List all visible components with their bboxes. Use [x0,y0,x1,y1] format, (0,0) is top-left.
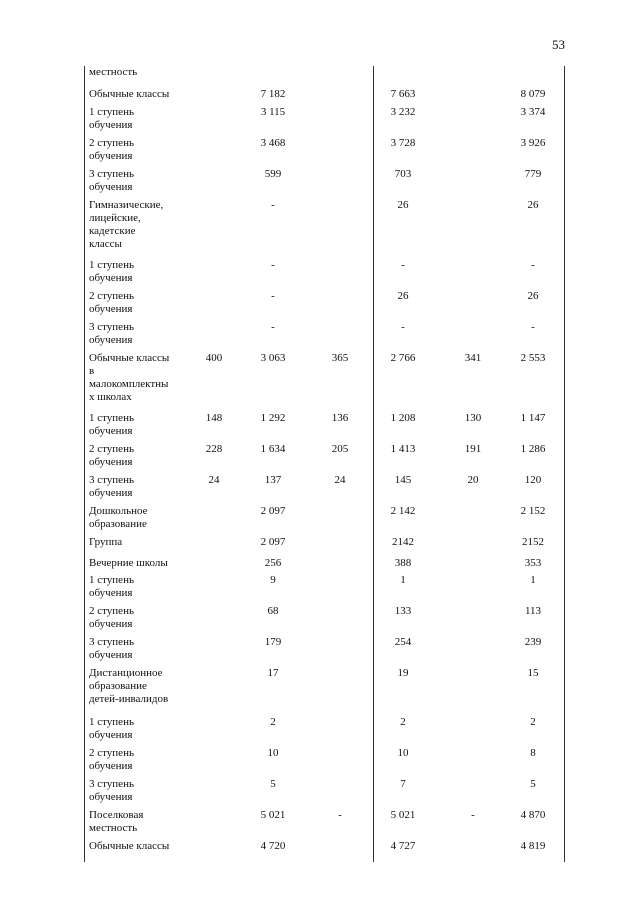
row-label-line: 2 ступень [89,137,134,149]
row-label [89,605,197,631]
cell-value: 388 [394,557,412,569]
cell-value: 24 [208,474,220,486]
cell-value: - [338,809,342,821]
row-label-line: местность [89,822,138,834]
cell-value: 703 [394,168,412,180]
cell-value: 3 232 [390,106,416,118]
cell-value: 5 021 [390,809,416,821]
cell-value: 7 [400,778,406,790]
row-label-line: 3 ступень [89,168,134,180]
cell-value: 365 [331,352,349,364]
row-label-line: 1 ступень [89,412,134,424]
cell-value: 5 [270,778,276,790]
cell-value: 1 [400,574,406,586]
cell-value: 4 819 [520,840,546,852]
row-label-line: Обычные классы [89,352,170,364]
row-label-line: 2 ступень [89,605,134,617]
cell-value: 17 [267,667,279,679]
row-label-line: обучения [89,425,133,437]
page-number: 53 [552,37,565,52]
cell-value: 191 [464,443,482,455]
cell-value: - [401,259,405,271]
row-label [89,290,197,316]
row-label [89,474,197,500]
cell-value: 1 [530,574,536,586]
cell-value: - [271,259,275,271]
row-label-line: обучения [89,729,133,741]
cell-value: 148 [205,412,223,424]
row-label [89,199,197,251]
row-label-line: обучения [89,334,133,346]
row-label-line: Дошкольное [89,505,148,517]
cell-value: 8 079 [520,88,546,100]
row-label [89,536,197,549]
table-left-border [84,66,85,862]
cell-value: 1 208 [390,412,416,424]
cell-value: - [401,321,405,333]
row-label-line: образование [89,518,147,530]
row-label-line: обучения [89,119,133,131]
cell-value: 2152 [522,536,544,548]
cell-value: 1 413 [390,443,416,455]
row-label [89,443,197,469]
row-label [89,352,197,404]
row-label [89,66,197,79]
cell-value: 4 870 [520,809,546,821]
cell-value: 2 766 [390,352,416,364]
row-label [89,88,197,101]
cell-value: 133 [394,605,412,617]
row-label [89,321,197,347]
row-label-line: 3 ступень [89,636,134,648]
cell-value: 3 926 [520,137,546,149]
cell-value: 4 720 [260,840,286,852]
row-label-line: 2 ступень [89,747,134,759]
cell-value: 4 727 [390,840,416,852]
row-label-line: Вечерние школы [89,557,168,569]
cell-value: 2 [400,716,406,728]
cell-value: 7 663 [390,88,416,100]
cell-value: 26 [397,199,409,211]
cell-value: 2 [530,716,536,728]
row-label [89,667,197,706]
cell-value: 1 147 [520,412,546,424]
row-label-line: лицейские, [89,212,141,224]
row-label-line: в [89,365,95,377]
column-divider [373,66,374,862]
row-label-line: Обычные классы [89,840,170,852]
row-label-line: 1 ступень [89,574,134,586]
cell-value: 2 097 [260,536,286,548]
row-label [89,840,197,853]
cell-value: 254 [394,636,412,648]
row-label [89,505,197,531]
row-label [89,412,197,438]
table-right-border [564,66,565,862]
row-label-line: обучения [89,150,133,162]
cell-value: 137 [264,474,282,486]
cell-value: 10 [397,747,409,759]
cell-value: 239 [524,636,542,648]
row-label-line: местность [89,66,138,78]
row-label [89,778,197,804]
row-label-line: 3 ступень [89,321,134,333]
cell-value: - [271,290,275,302]
cell-value: 3 063 [260,352,286,364]
row-label-line: 1 ступень [89,716,134,728]
row-label-line: Обычные классы [89,88,170,100]
row-label-line: кадетские [89,225,136,237]
cell-value: 779 [524,168,542,180]
row-label [89,636,197,662]
cell-value: 2 097 [260,505,286,517]
row-label-line: 2 ступень [89,290,134,302]
cell-value: - [471,809,475,821]
cell-value: 26 [527,290,539,302]
cell-value: 145 [394,474,412,486]
row-label [89,574,197,600]
row-label-line: обучения [89,791,133,803]
row-label-line: обучения [89,587,133,599]
row-label-line: обучения [89,760,133,772]
row-label [89,809,197,835]
row-label-line: обучения [89,181,133,193]
row-label-line: 2 ступень [89,443,134,455]
cell-value: 5 021 [260,809,286,821]
cell-value: 2 142 [390,505,416,517]
cell-value: 113 [524,605,542,617]
row-label-line: обучения [89,303,133,315]
cell-value: 599 [264,168,282,180]
row-label-line: классы [89,238,122,250]
cell-value: 2 553 [520,352,546,364]
row-label [89,259,197,285]
cell-value: 205 [331,443,349,455]
cell-value: - [271,321,275,333]
cell-value: 2142 [392,536,414,548]
row-label [89,137,197,163]
cell-value: 3 728 [390,137,416,149]
row-label-line: обучения [89,649,133,661]
row-label [89,716,197,742]
cell-value: 341 [464,352,482,364]
row-label [89,106,197,132]
row-label-line: 1 ступень [89,259,134,271]
cell-value: 15 [527,667,539,679]
cell-value: - [531,321,535,333]
cell-value: 2 152 [520,505,546,517]
row-label-line: обучения [89,618,133,630]
cell-value: 24 [334,474,346,486]
cell-value: 3 468 [260,137,286,149]
row-label-line: обучения [89,272,133,284]
cell-value: 256 [264,557,282,569]
cell-value: 68 [267,605,279,617]
row-label-line: 3 ступень [89,778,134,790]
row-label-line: х школах [89,391,132,403]
cell-value: 26 [397,290,409,302]
row-label-line: Поселковая [89,809,144,821]
cell-value: 3 374 [520,106,546,118]
statistics-table [84,66,565,862]
row-label-line: Группа [89,536,123,548]
row-label [89,557,197,570]
cell-value: - [531,259,535,271]
cell-value: 10 [267,747,279,759]
cell-value: 1 634 [260,443,286,455]
cell-value: 400 [205,352,223,364]
row-label-line: Гимназические, [89,199,164,211]
cell-value: 3 115 [260,106,286,118]
cell-value: 8 [530,747,536,759]
cell-value: 120 [524,474,542,486]
row-label-line: 3 ступень [89,474,134,486]
cell-value: 26 [527,199,539,211]
cell-value: 2 [270,716,276,728]
cell-value: 1 292 [260,412,286,424]
cell-value: 228 [205,443,223,455]
row-label-line: обучения [89,456,133,468]
row-label-line: детей-инвалидов [89,693,169,705]
row-label [89,747,197,773]
cell-value: - [271,199,275,211]
cell-value: 179 [264,636,282,648]
cell-value: 9 [270,574,276,586]
cell-value: 130 [464,412,482,424]
row-label-line: образование [89,680,147,692]
cell-value: 19 [397,667,409,679]
row-label-line: 1 ступень [89,106,134,118]
cell-value: 20 [467,474,479,486]
row-label [89,168,197,194]
cell-value: 7 182 [260,88,286,100]
row-label-line: обучения [89,487,133,499]
row-label-line: малокомплектны [89,378,169,390]
cell-value: 353 [524,557,542,569]
row-label-line: Дистанционное [89,667,163,679]
cell-value: 1 286 [520,443,546,455]
cell-value: 5 [530,778,536,790]
cell-value: 136 [331,412,349,424]
